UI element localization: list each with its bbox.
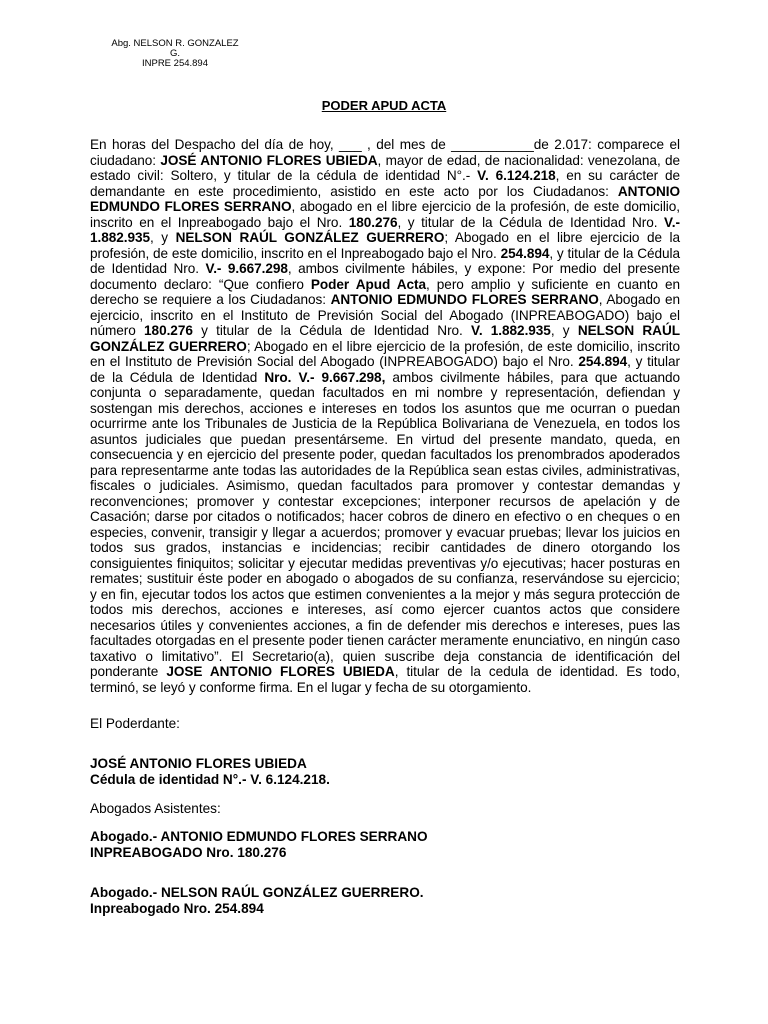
body-bold-segment: ANTONIO EDMUNDO FLORES SERRANO	[330, 292, 599, 307]
body-text-segment: , en su carácter de demandante en este procedimiento, asistido en este acto por los Ciudadanos:	[90, 168, 681, 199]
body-text-segment: , y	[550, 323, 578, 338]
body-bold-segment: 180.276	[348, 214, 398, 230]
abogado-1-name: Abogado.- ANTONIO EDMUNDO FLORES SERRANO	[90, 829, 428, 844]
body-text-segment: En horas del Despacho del día de hoy, ___ , del mes de ___________de 2.017: comparece el ciudadano:	[90, 137, 680, 168]
poderdante-block	[90, 756, 330, 787]
asistentes-label: Abogados Asistentes:	[90, 801, 221, 816]
body-bold-segment: NELSON RAÚL GONZÁLEZ GUERRERO	[175, 230, 445, 245]
body-bold-segment: JOSE ANTONIO FLORES UBIEDA	[166, 664, 395, 679]
body-bold-segment: V.- 9.667.298	[205, 261, 288, 276]
abogado-1-inpre: INPREABOGADO Nro. 180.276	[90, 844, 287, 860]
body-text-segment: , pero amplio y suficiente en cuanto en derecho se requiere a los Ciudadanos:	[90, 276, 680, 307]
body-text-segment: ambos civilmente hábiles, para que actuando conjunta o separadamente, quedan facultados en mi nombre y representación, defiendan y sostengan mis derechos, acciones e intereses en todos los asuntos que me ocurran o puedan ocurrirme ante los Tribunales de Justicia de la República Bolivariana de Venezuela, en todos los asuntos judiciales que puedan presentárseme. En virtud del presente mandato, queda, en consecuencia y en ejercicio del presente poder, quedan facultados los prenombrados apoderados para representarme ante todas las autoridades de la República sean estas civiles, administrativas, fiscales o judiciales. Asimismo, quedan facultados para promover y contestar demandas y reconvenciones; promover y contestar excepciones; interponer recursos de apelación y de Casación; darse por citados o notificados; hacer cobros de dinero en efectivo o en cheques o en especies, convenir, transigir y llegar a acuerdos; promover y evacuar pruebas; llevar los juicios en todos sus grados, instancias e incidencias; recibir cantidades de dinero otorgando los consiguientes finiquitos; solicitar y ejecutar medidas preventivas y/o ejecutivas; hacer posturas en remates; sustituir éste poder en abogado o abogados de su confianza, reservándose su ejercicio; y en fin, ejecutar todos los actos que estimen convenientes a la mejor y más segura protección de todos mis derechos, acciones e intereses, así como ejercer cuantos actos que considere necesarios útiles y convenientes acciones, a fin de defender mis derechos e intereses, pues las facultades otorgadas en el presente poder tienen carácter meramente enunciativo, en ningún caso taxativo o limitativo”. El Secretario(a), quien suscribe deja constancia de identificación del ponderante	[90, 369, 681, 679]
poderdante-label: El Poderdante:	[90, 716, 180, 731]
body-text-segment: , y titular de la Cédula de Identidad Nro.	[397, 214, 665, 230]
body-text-segment: , abogado en el libre ejercicio de la profesión, de este domicilio, inscrito en el Inpreabogado bajo el Nro.	[90, 199, 680, 230]
poderdante-cedula: Cédula de identidad N°.- V. 6.124.218.	[90, 771, 330, 787]
abogado-1-block	[90, 829, 428, 860]
body-bold-segment: 180.276	[144, 323, 193, 338]
body-text-segment: ; Abogado en el libre ejercicio de la profesión, de este domicilio, inscrito en el Instituto de Previsión Social del Abogado (INPREABOGADO) bajo el Nro.	[90, 338, 680, 369]
letterhead	[100, 39, 250, 69]
body-text-segment: , y titular de la Cédula de Identidad	[90, 354, 680, 385]
abogado-2-name: Abogado.- NELSON RAÚL GONZÁLEZ GUERRERO.	[90, 885, 424, 900]
body-text-segment: , ambos civilmente hábiles, y expone: Por medio del presente documento declaro: “Que confiero	[90, 261, 680, 292]
body-bold-segment: Poder Apud Acta	[310, 276, 427, 292]
document-body	[90, 137, 680, 695]
body-text-segment: , Abogado en ejercicio, inscrito en el Instituto de Previsión Social del Abogado (INPREABOGADO) bajo el número	[90, 292, 681, 338]
body-bold-segment: 254.894	[500, 245, 550, 261]
body-text-segment: , titular de la cedula de identidad. Es todo, terminó, se leyó y conforme firma. En el lugar y fecha de su otorgamiento.	[90, 664, 680, 695]
body-text-segment: ; Abogado en el libre ejercicio de la profesión, de este domicilio, inscrito en el Inpreabogado bajo el Nro.	[90, 230, 680, 261]
letterhead-name: Abg. NELSON R. GONZALEZ	[111, 38, 239, 49]
body-bold-segment: ANTONIO EDMUNDO FLORES SERRANO	[90, 183, 680, 214]
body-text-segment: y titular de la Cédula de Identidad Nro.	[192, 323, 472, 338]
letterhead-inpre: INPRE 254.894	[141, 58, 208, 69]
body-text-segment: , y	[150, 230, 176, 245]
poderdante-name: JOSÉ ANTONIO FLORES UBIEDA	[90, 756, 307, 771]
body-bold-segment: 254.894	[578, 354, 628, 369]
body-bold-segment: V. 1.882.935	[471, 323, 551, 338]
body-bold-segment: V.- 1.882.935	[90, 214, 681, 245]
letterhead-initial: G.	[169, 48, 181, 59]
abogado-2-block	[90, 885, 424, 916]
document-title: PODER APUD ACTA	[321, 98, 447, 113]
body-bold-segment: JOSÉ ANTONIO FLORES UBIEDA	[160, 152, 378, 168]
body-text-segment: , y titular de la Cédula de Identidad Nro.	[90, 245, 681, 276]
body-bold-segment: Nro. V.- 9.667.298,	[264, 369, 386, 385]
body-bold-segment: NELSON RAÚL GONZÁLEZ GUERRERO	[90, 323, 680, 354]
body-bold-segment: V. 6.124.218	[477, 168, 556, 183]
body-text-segment: , mayor de edad, de nacionalidad: venezolana, de estado civil: Soltero, y titular de la cédula de identidad N°.-	[90, 152, 680, 183]
abogado-2-inpre: Inpreabogado Nro. 254.894	[90, 900, 264, 916]
